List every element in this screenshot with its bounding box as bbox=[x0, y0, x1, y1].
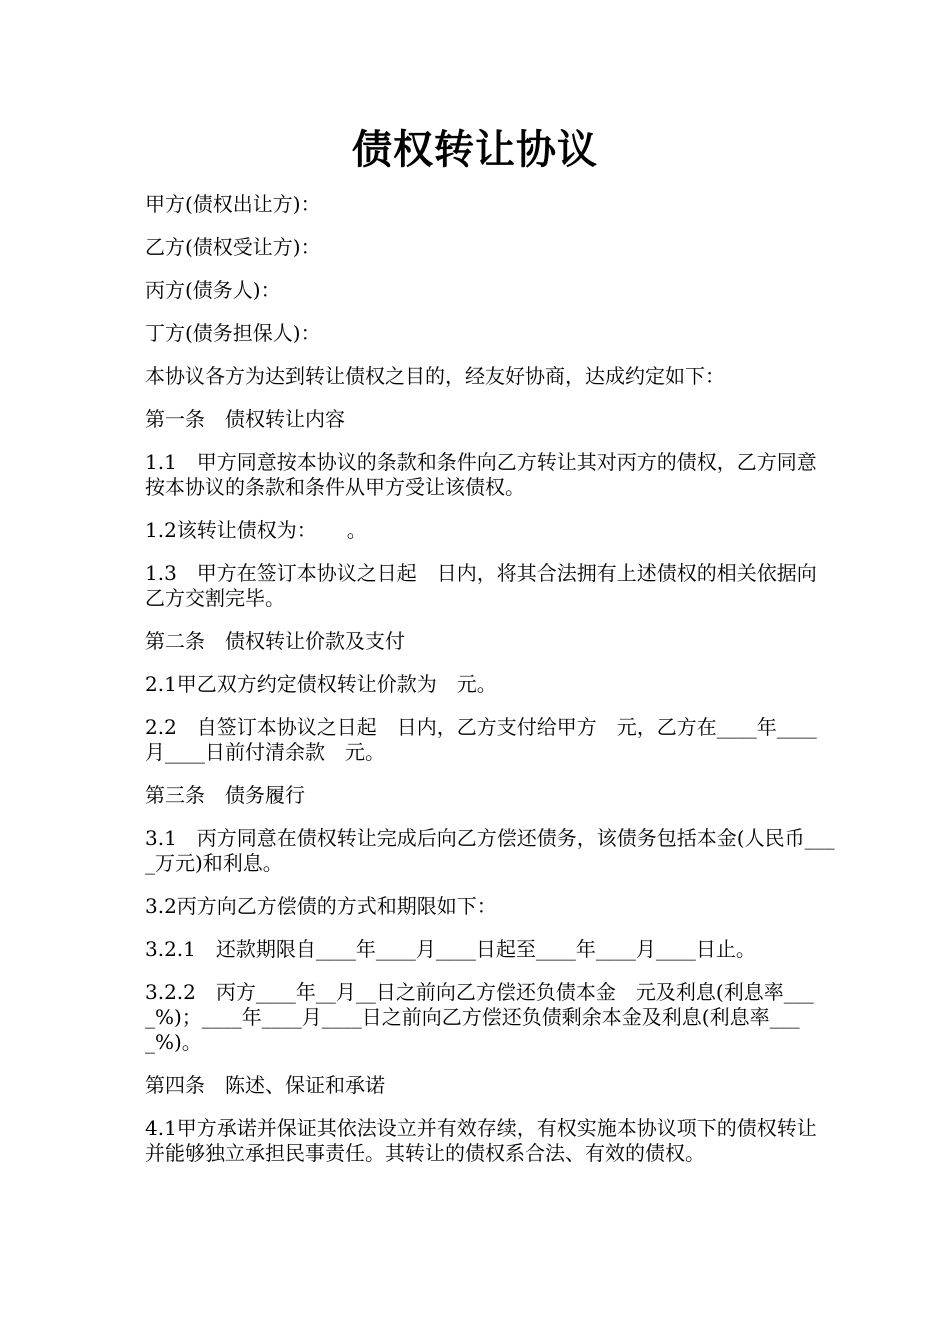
clause-3-2: 3.2丙方向乙方偿债的方式和期限如下： bbox=[145, 894, 497, 918]
clause-2-2: 2.2 自签订本协议之日起 日内，乙方支付给甲方 元，乙方在____年____月____日前付清余款 元。 bbox=[145, 715, 817, 764]
preamble: 本协议各方为达到转让债权之目的，经友好协商，达成约定如下： bbox=[145, 364, 725, 388]
clause-3-2-2: 3.2.2 丙方____年__月__日之前向乙方偿还负债本金 元及利息(利息率____%)；____年____月____日之前向乙方偿还负债剩余本金及利息(利息率____%)。 bbox=[145, 980, 814, 1054]
clause-3-2-1: 3.2.1 还款期限自____年____月____日起至____年____月____日止。 bbox=[145, 937, 756, 961]
party-b-line: 乙方(债权受让方)： bbox=[145, 235, 321, 259]
clause-2-1: 2.1甲乙双方约定债权转让价款为 元。 bbox=[145, 672, 497, 696]
party-d-line: 丁方(债务担保人)： bbox=[145, 321, 321, 345]
clause-3-1: 3.1 丙方同意在债权转让完成后向乙方偿还债务，该债务包括本金(人民币____万元)和利息。 bbox=[145, 826, 835, 875]
party-a-line: 甲方(债权出让方)： bbox=[145, 192, 321, 216]
party-c-line: 丙方(债务人)： bbox=[145, 278, 281, 302]
document-title: 债权转让协议 bbox=[352, 126, 598, 173]
clause-1-1: 1.1 甲方同意按本协议的条款和条件向乙方转让其对丙方的债权，乙方同意按本协议的条款和条件从甲方受让该债权。 bbox=[145, 450, 817, 499]
clause-1-2: 1.2该转让债权为： 。 bbox=[145, 518, 367, 542]
document-body bbox=[145, 192, 835, 1184]
clause-1-3: 1.3 甲方在签订本协议之日起 日内，将其合法拥有上述债权的相关依据向乙方交割完毕。 bbox=[145, 561, 817, 610]
article-3-heading: 第三条 债务履行 bbox=[145, 783, 305, 807]
article-1-heading: 第一条 债权转让内容 bbox=[145, 407, 345, 431]
clause-4-1: 4.1甲方承诺并保证其依法设立并有效存续，有权实施本协议项下的债权转让并能够独立承担民事责任。其转让的债权系合法、有效的债权。 bbox=[145, 1116, 817, 1165]
article-4-heading: 第四条 陈述、保证和承诺 bbox=[145, 1073, 385, 1097]
article-2-heading: 第二条 债权转让价款及支付 bbox=[145, 629, 405, 653]
